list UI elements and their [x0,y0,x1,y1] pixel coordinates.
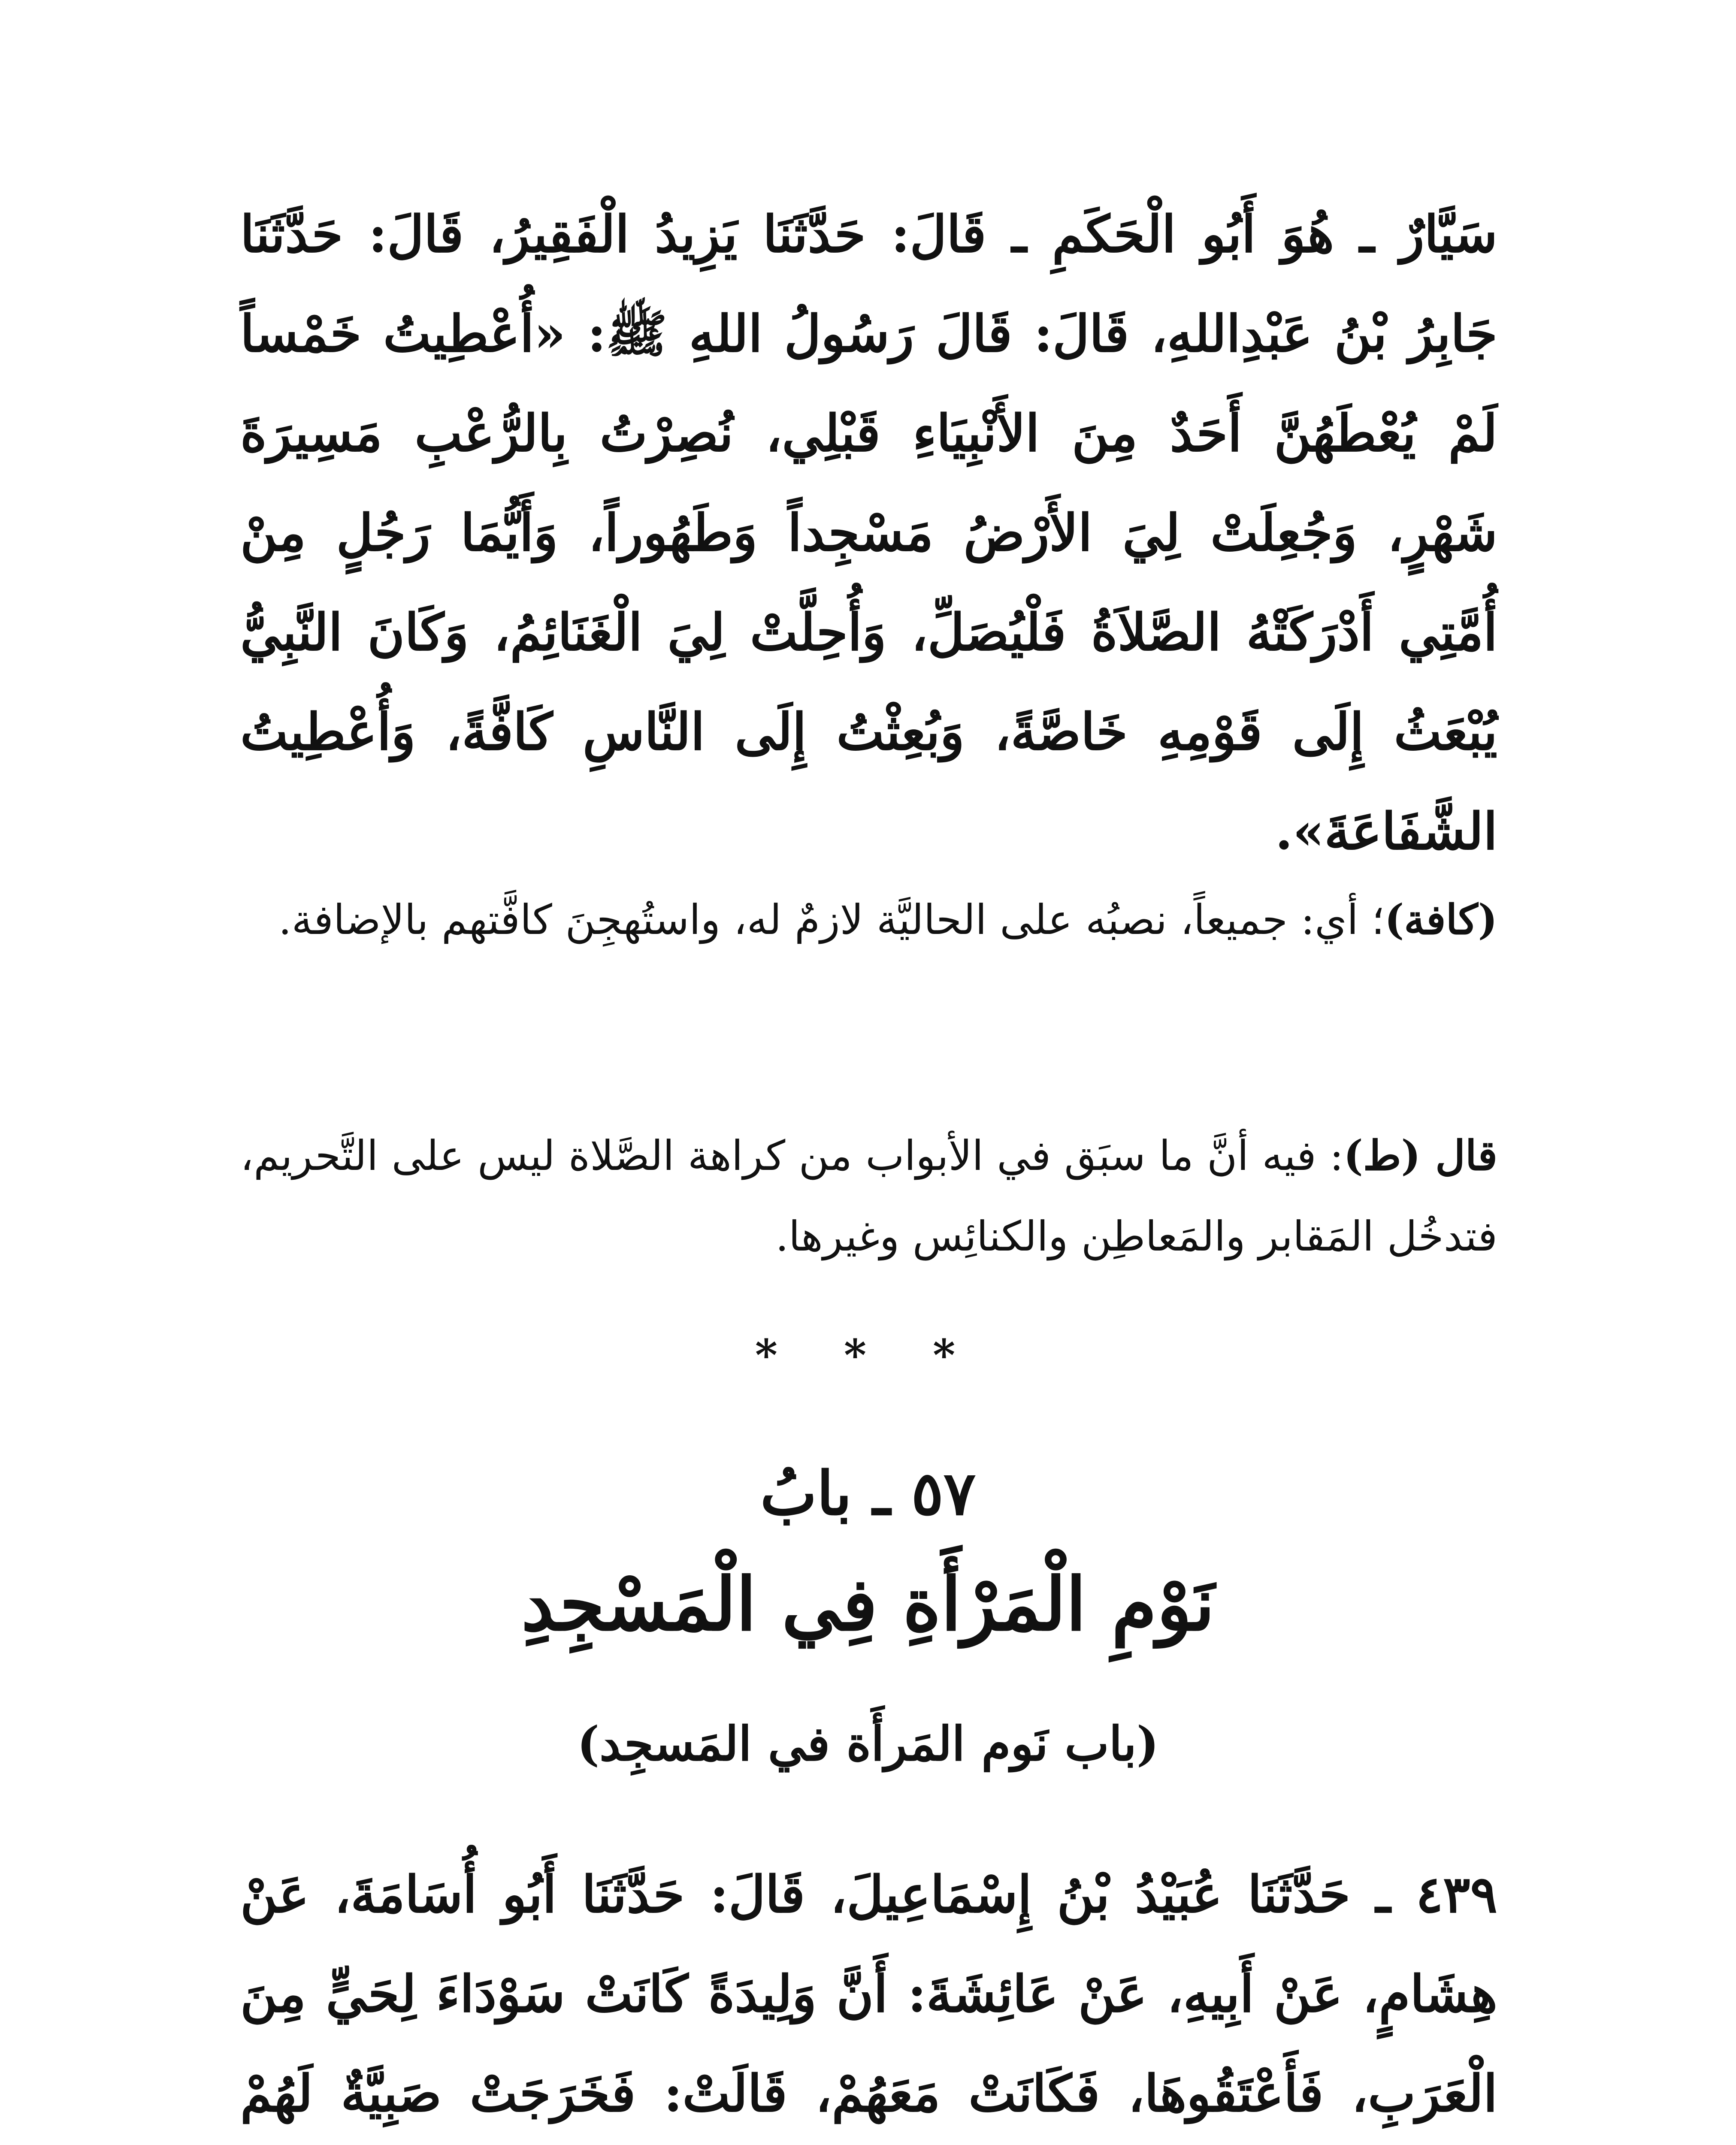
commentary-text: ؛ أي: جميعاً، نصبُه على الحاليَّة لازمٌ له، واستُهجِنَ كافَّتهم بالإضافة. [278,896,1385,944]
section-separator: * * * [755,1330,981,1381]
commentary-kaffa [240,879,1497,960]
commentary-text: : فيه أنَّ ما سبَق في الأبواب من كراهة الصَّلاة ليس على التَّحريم، فتدخُل المَقابر والمَعاطِن والكنائِس وغيرها. [240,1132,1497,1260]
chapter-number: ٥٧ ـ بابُ [760,1459,976,1529]
commentary-tayyibi [240,1115,1497,1277]
commentary-keyword: (كافة) [1384,895,1497,944]
chapter-title: نَوْمِ الْمَرْأَةِ فِي الْمَسْجِدِ [521,1562,1215,1647]
commentary-keyword: قال (ط) [1343,1131,1498,1180]
hadith-continuation-text: سَيَّارٌ ـ هُوَ أَبُو الْحَكَمِ ـ قَالَ: حَدَّثَنَا يَزِيدُ الْفَقِيرُ، قَالَ: حَدَّثَنَا جَابِرُ بْنُ عَبْدِاللهِ، قَالَ: قَالَ رَسُولُ اللهِ ﷺ: «أُعْطِيتُ خَمْساً لَمْ يُعْطَهُنَّ أَحَدٌ مِنَ الأَنْبِيَاءِ قَبْلِي، نُصِرْتُ بِالرُّعْبِ مَسِيرَةَ شَهْرٍ، وَجُعِلَتْ لِيَ الأَرْضُ مَسْجِداً وَطَهُوراً، وَأَيُّمَا رَجُلٍ مِنْ أُمَّتِي أَدْرَكَتْهُ الصَّلاَةُ فَلْيُصَلِّ، وَأُحِلَّتْ لِيَ الْغَنَائِمُ، وَكَانَ النَّبِيُّ يُبْعَثُ إِلَى قَوْمِهِ خَاصَّةً، وَبُعِثْتُ إِلَى النَّاسِ كَافَّةً، وَأُعْطِيتُ الشَّفَاعَةَ». [240,204,1497,861]
chapter-subtitle: (باب نَوم المَرأَة في المَسجِد) [577,1716,1159,1771]
hadith-439-text: ٤٣٩ ـ حَدَّثَنَا عُبَيْدُ بْنُ إِسْمَاعِيلَ، قَالَ: حَدَّثَنَا أَبُو أُسَامَةَ، عَنْ هِشَامٍ، عَنْ أَبِيهِ، عَنْ عَائِشَةَ: أَنَّ وَلِيدَةً كَانَتْ سَوْدَاءَ لِحَيٍّ مِنَ الْعَرَبِ، فَأَعْتَقُوهَا، فَكَانَتْ مَعَهُمْ، قَالَتْ: فَخَرَجَتْ صَبِيَّةٌ لَهُمْ [240,1864,1497,2123]
